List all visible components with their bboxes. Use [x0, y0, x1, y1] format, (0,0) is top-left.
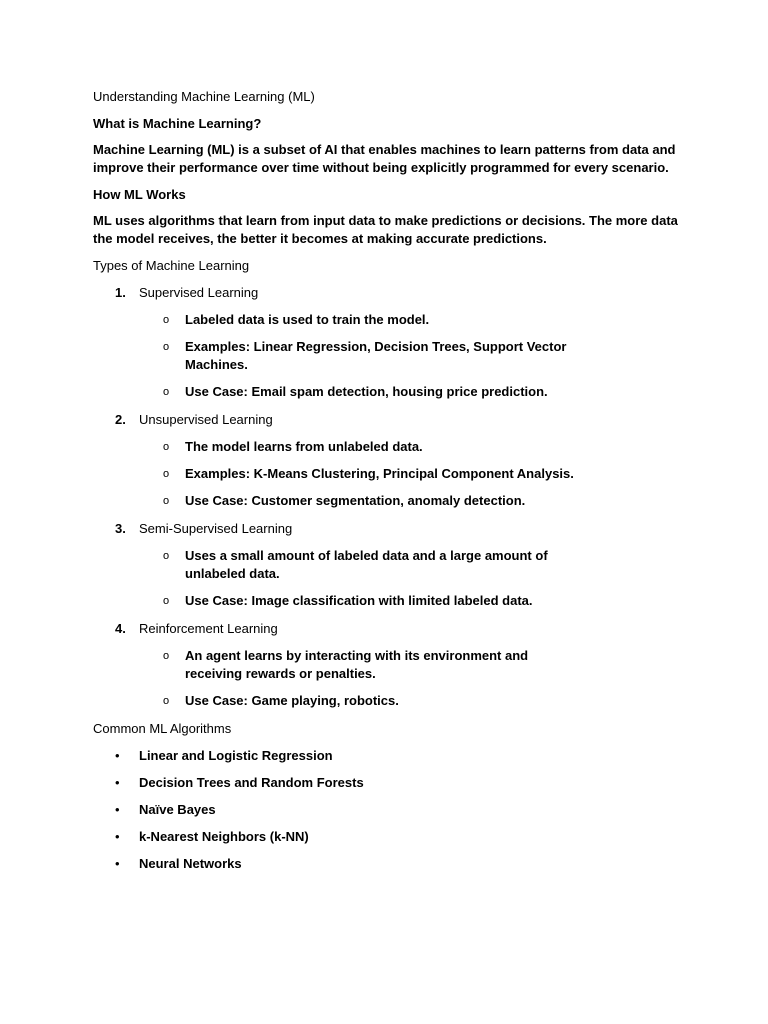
- algorithm-item: [93, 747, 693, 764]
- type-item: [93, 620, 693, 710]
- type-point-text: Use Case: Image classification with limited labeled data.: [185, 593, 533, 608]
- circle-bullet-icon: o: [163, 595, 170, 607]
- type-points: [93, 311, 693, 401]
- how-works-paragraph: ML uses algorithms that learn from input data to make predictions or decisions. The more data the model receives, the better it becomes at making accurate predictions.: [93, 213, 678, 246]
- type-point: [93, 383, 585, 401]
- type-point: [93, 438, 585, 456]
- type-point: [93, 465, 585, 483]
- algorithm-text: Neural Networks: [139, 856, 242, 871]
- type-name: Supervised Learning: [139, 285, 259, 300]
- circle-bullet-icon: o: [163, 695, 170, 707]
- circle-bullet-icon: o: [163, 314, 170, 326]
- bullet-icon: •: [115, 748, 120, 763]
- type-item: [93, 411, 693, 510]
- algorithms-list: [93, 747, 693, 872]
- type-points: [93, 547, 693, 610]
- document-body: [93, 88, 693, 882]
- type-point: [93, 547, 585, 583]
- algorithm-item: [93, 801, 693, 818]
- type-point-text: Labeled data is used to train the model.: [185, 312, 430, 327]
- algorithm-text: Linear and Logistic Regression: [139, 748, 333, 763]
- how-works-heading: How ML Works: [93, 187, 186, 202]
- circle-bullet-icon: o: [163, 341, 170, 353]
- type-number: 1.: [115, 285, 126, 300]
- algorithm-text: Decision Trees and Random Forests: [139, 775, 364, 790]
- circle-bullet-icon: o: [163, 550, 170, 562]
- algorithm-item: [93, 855, 693, 872]
- type-item: [93, 520, 693, 610]
- type-number: 3.: [115, 521, 126, 536]
- bullet-icon: •: [115, 775, 120, 790]
- bullet-icon: •: [115, 829, 120, 844]
- type-label: [93, 620, 693, 637]
- type-name: Unsupervised Learning: [139, 412, 273, 427]
- type-point: [93, 492, 585, 510]
- type-point-text: Examples: K-Means Clustering, Principal Component Analysis.: [185, 466, 574, 481]
- what-is-heading: What is Machine Learning?: [93, 116, 262, 131]
- type-point: [93, 647, 585, 683]
- circle-bullet-icon: o: [163, 495, 170, 507]
- type-point: [93, 338, 585, 374]
- type-point-text: An agent learns by interacting with its environment and receiving rewards or penalties.: [185, 648, 529, 681]
- types-list: [93, 284, 693, 710]
- what-is-paragraph: Machine Learning (ML) is a subset of AI that enables machines to learn patterns from data and improve their performance over time without being explicitly programmed for every scenario.: [93, 142, 676, 175]
- type-label: [93, 411, 693, 428]
- circle-bullet-icon: o: [163, 386, 170, 398]
- type-point: [93, 692, 585, 710]
- bullet-icon: •: [115, 856, 120, 871]
- algorithm-item: [93, 774, 693, 791]
- circle-bullet-icon: o: [163, 650, 170, 662]
- algorithms-heading: Common ML Algorithms: [93, 721, 232, 736]
- type-label: [93, 520, 693, 537]
- bullet-icon: •: [115, 802, 120, 817]
- algorithm-text: Naïve Bayes: [139, 802, 216, 817]
- type-point-text: Use Case: Customer segmentation, anomaly detection.: [185, 493, 526, 508]
- type-points: [93, 438, 693, 510]
- type-number: 4.: [115, 621, 126, 636]
- type-point-text: Use Case: Email spam detection, housing price prediction.: [185, 384, 548, 399]
- type-point: [93, 311, 585, 329]
- type-point-text: Examples: Linear Regression, Decision Trees, Support Vector Machines.: [185, 339, 567, 372]
- document-title: Understanding Machine Learning (ML): [93, 89, 315, 104]
- type-label: [93, 284, 693, 301]
- type-item: [93, 284, 693, 401]
- algorithm-text: k-Nearest Neighbors (k-NN): [139, 829, 309, 844]
- types-heading: Types of Machine Learning: [93, 258, 250, 273]
- type-name: Semi-Supervised Learning: [139, 521, 293, 536]
- circle-bullet-icon: o: [163, 441, 170, 453]
- circle-bullet-icon: o: [163, 468, 170, 480]
- type-name: Reinforcement Learning: [139, 621, 278, 636]
- type-point-text: Uses a small amount of labeled data and a large amount of unlabeled data.: [185, 548, 548, 581]
- type-point: [93, 592, 585, 610]
- algorithm-item: [93, 828, 693, 845]
- type-points: [93, 647, 693, 710]
- type-point-text: The model learns from unlabeled data.: [185, 439, 423, 454]
- type-number: 2.: [115, 412, 126, 427]
- type-point-text: Use Case: Game playing, robotics.: [185, 693, 399, 708]
